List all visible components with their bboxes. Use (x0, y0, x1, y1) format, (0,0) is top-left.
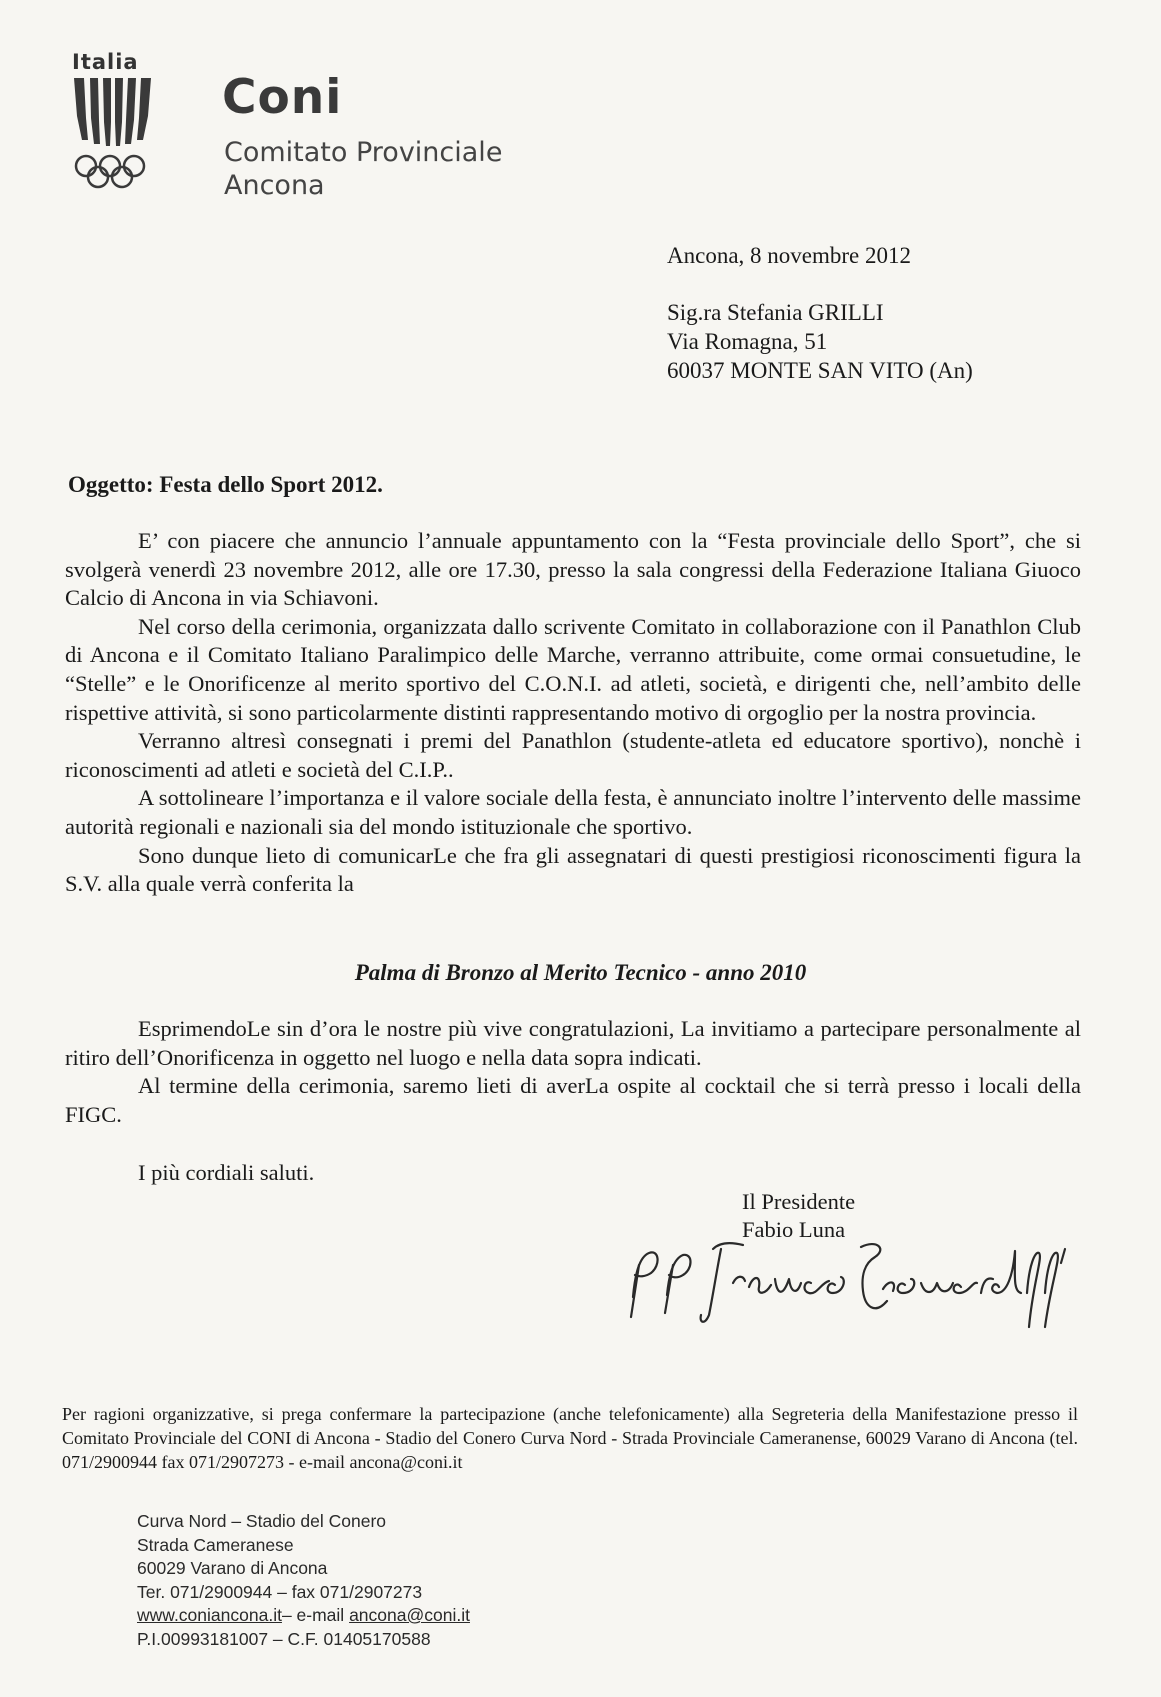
signatory-title: Il Presidente (742, 1189, 856, 1214)
confirmation-note: Per ragioni organizzative, si prega confermare la partecipazione (anche telefonicamente) alla Segreteria della Manifestazione presso il Comitato Provinciale del CONI di Ancona - Stadio del Conero Curva Nord - Strada Provinciale Cameranense, 60029 Varano di Ancona (tel. 071/2900944 fax 071/2907273 - e-mail ancona@coni.it (62, 1404, 1078, 1472)
footer-phone-line: Ter. 071/2900944 – fax 071/2907273 (137, 1581, 423, 1602)
handwritten-signature (625, 1235, 1095, 1335)
recipient-street: Via Romagna, 51 (667, 329, 828, 354)
body-paragraph: A sottolineare l’importanza e il valore sociale della festa, è annunciato inoltre l’intervento delle massime autorità regionali e nazionali sia del mondo istituzionale che sportivo. (65, 785, 1081, 839)
footer-address-line: 60029 Varano di Ancona (137, 1558, 328, 1578)
body-paragraph: E’ con piacere che annuncio l’annuale appuntamento con la “Festa provinciale dello Sport”, che si svolgerà venerdì 23 novembre 2012, alle ore 17.30, presso la sala congressi della Federazione Italiana Giuoco Calcio di Ancona in via Schiavoni. (65, 528, 1081, 611)
committee-city: Ancona (224, 170, 325, 201)
organization-name: Coni (222, 70, 343, 125)
salutation: I più cordiali saluti. (138, 1160, 315, 1185)
recipient-name: Sig.ra Stefania GRILLI (667, 300, 884, 325)
letter-subject: Oggetto: Festa dello Sport 2012. (68, 472, 383, 497)
letter-closing (65, 1015, 1081, 1129)
letter-date: Ancona, 8 novembre 2012 (667, 243, 911, 268)
coni-logo-icon (68, 78, 158, 201)
award-title: Palma di Bronzo al Merito Tecnico - anno 2010 (354, 960, 807, 985)
signatory-name: Fabio Luna (742, 1217, 846, 1242)
letterhead-footer (137, 1510, 470, 1651)
email-link[interactable]: ancona@coni.it (349, 1605, 470, 1625)
logo-country-label: Italia (72, 50, 139, 74)
body-paragraph: Verranno altresì consegnati i premi del Panathlon (studente-atleta ed educatore sportivo), nonchè i riconoscimenti ad atleti e società del C.I.P.. (65, 728, 1081, 782)
recipient-city: 60037 MONTE SAN VITO (An) (667, 358, 973, 383)
body-paragraph: Sono dunque lieto di comunicarLe che fra gli assegnatari di questi prestigiosi riconoscimenti figura la S.V. alla quale verrà conferita la (65, 842, 1081, 897)
letter-body (65, 527, 1081, 899)
footer-contact-line (137, 1604, 470, 1628)
email-label: – e-mail (281, 1605, 350, 1625)
closing-paragraph: Al termine della cerimonia, saremo lieti di averLa ospite al cocktail che si terrà presso i locali della FIGC. (65, 1073, 1081, 1127)
footer-address-line: Strada Cameranese (137, 1534, 294, 1555)
footer-tax-ids: P.I.00993181007 – C.F. 01405170588 (137, 1628, 431, 1649)
committee-name: Comitato Provinciale (224, 137, 503, 168)
body-paragraph: Nel corso della cerimonia, organizzata dallo scrivente Comitato in collaborazione con il Panathlon Club di Ancona e il Comitato Italiano Paralimpico delle Marche, verranno attribuite, come ormai consuetudine, le “Stelle” e le Onorificenze al merito sportivo del C.O.N.I. ad atleti, società, e dirigenti che, nell’ambito delle rispettive attività, si sono particolarmente distinti rappresentando motivo di orgoglio per la nostra provincia. (65, 613, 1081, 725)
website-link[interactable]: www.coniancona.it (137, 1605, 282, 1625)
footer-address-line: Curva Nord – Stadio del Conero (137, 1511, 387, 1531)
closing-paragraph: EsprimendoLe sin d’ora le nostre più vive congratulazioni, La invitiamo a partecipare personalmente al ritiro dell’Onorificenza in oggetto nel luogo e nella data sopra indicati. (65, 1016, 1081, 1070)
